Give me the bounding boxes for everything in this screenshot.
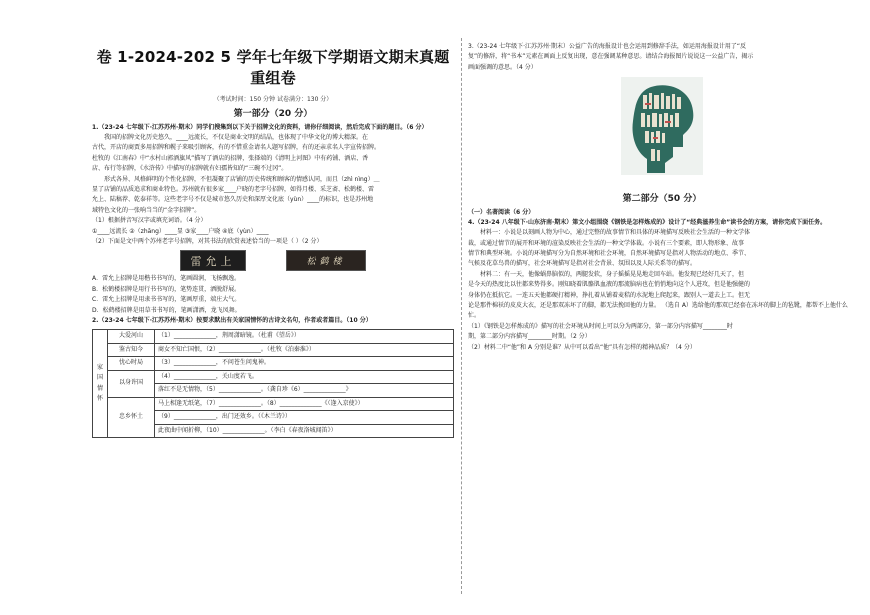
option-d[interactable]: D．松鹤楼招牌是用草书书写的，笔画潇洒，龙飞凤舞。 [92,306,241,314]
q3-stem-line: 复”的修辞，将“书本”元素在画面上反复出现，意在强调某种意思。请结合海报图片说说这一公益广告，揭示 [468,53,754,61]
table-cell[interactable]: 此夜曲中闻折柳，（10）______________。（李白《春夜洛城闻笛》） [155,424,454,438]
q4-sub1-line[interactable]: 期，第二部分内容描写________时期。（2 分） [468,333,591,341]
material2-line: 论是那件棉袄的皮皮大衣，还是那双冻坏了的脚，都无法挽回他的力量。 （选自 A）选给他的那双已经套在冻坏的脚上的毡靴，都帮不上他什么忙。 [468,302,848,320]
signboard-images [180,250,454,271]
q4-sub1-line[interactable]: （1）《钢铁是怎样炼成的》描写的社会环境从时间上可以分为两部分，第一部分内容描写________时 [468,322,733,330]
table-cell[interactable]: （1）______________，荆周潇暗镜。（杜甫《望岳》） [155,330,454,344]
table-row [93,397,454,411]
q2-stem: 2.（23-24 七年级下·江苏苏州·期末）按要求默出有关家国情怀的古诗文名句，作者或者篇目。（10 分） [92,317,372,325]
signboard-songhelou: 松鹤楼 [286,250,366,271]
table-row [93,343,454,357]
q1-stem: 1.（23-24 七年级下·江苏苏州·期末）同学们搜集到以下关于招牌文化的资料，请你仔细阅读，然后完成下面的题目。（6 分） [92,124,428,131]
material2-line: 材料二：有一天，他像蜗鼻脑似的，两腿发软，身子摇摇晃晃地走回车站。他发现已经好几天了，但 [480,270,745,278]
material1-line: 裁，或通过情节的展开和环境的渲染反映社会生活的一种文学体裁。小说有三个要素，即人物形象、故事 [468,239,745,247]
table-cell[interactable]: 马上相逢无纸笔，（7）______________。（8）______________《（逢入京使》） [155,397,454,411]
table-category: 大爱河山 [108,330,155,344]
exam-subtitle: （考试时间：150 分钟 试卷满分：130 分） [213,96,333,103]
exam-title: 卷 1-2024-202 5 学年七年级下学期语文期末真题重组卷 [96,48,450,87]
left-column [92,42,454,438]
q1-para2-line: 形式各异、风格鲜明的个性化招牌，不但凝聚了店铺的历史传统和顾客的情感认同，而且（zhì nìng）＿ [104,175,380,183]
q1-para1-line: 我国的招牌文化历史悠久，____远流长，不仅是商业文明的结晶，也体现了中华文化的博大精深。在 [104,134,369,141]
q1-para2-line: 允上、陆稿荐、乾泰祥等。这些老字号不仅是城市悠久历史和深厚文化底（yùn）____的标识，也是苏州地 [92,196,374,204]
table-row [93,357,454,371]
table-side-label: 家国情怀 [93,330,108,438]
option-c[interactable]: C．雷允上招牌是用隶书书写的，笔画厚重，端庄大气。 [92,296,241,304]
part2-heading: 第二部分（50 分） [622,194,702,205]
material1-line: 材料一：小说是以刻画人物为中心，通过完整的故事情节和具体的环境描写反映社会生活的一种文学体 [480,229,751,237]
part1-heading: 第一部分（20 分） [233,109,313,119]
table-category: 鉴古知今 [108,343,155,357]
q1-para1-line: 店、布行等招牌，《水浒传》中描写的招牌就有妇孺皆知的“三碗不过冈”。 [92,165,288,173]
material1-line: 情节和典型环境。小说的环境描写分为自然环境和社会环境，自然环境描写是指对人物活动的地点、季节、 [468,250,751,258]
table-row [93,330,454,344]
option-b[interactable]: B．松鹤楼招牌是用行书书写的，笔势连贯，洒脱舒展。 [92,285,241,293]
book-head-poster-icon [621,77,703,175]
q4-stem: 4.（23-24 八年级下·山东济南·期末）第文小组围绕《钢铁是怎样炼成的》设计了“经典滋养生命”读书会的方案，请你完成下面任务。 [468,219,827,227]
table-cell[interactable]: （9）______________，出门还效乡。（《木兰诗》） [155,411,454,425]
right-column [468,42,856,353]
section-heading: （一）名著阅读（6 分） [468,209,535,217]
q3-stem-line: 3.（23-24 七年级下·江苏苏州·期末）公益广告的海报设计也会运用到修辞手法，如运用海报设计用了“反 [468,43,746,50]
material2-line: 是今天的热度比以往都来势得多。刚知晓着肌骼肌血液的那流脑病也在悄悄地向这个人进攻，但是他强健的 [468,281,751,289]
table-cell[interactable]: 商女不知亡国恨，（2）______________。（杜牧《泊秦淮》） [155,343,454,357]
column-divider [461,38,462,594]
q1-para2-line: 显了店铺的品质追求和商业特色。苏州就有很多家____户晓的老字号招牌，如得月楼、采芝斋、松鹤楼、雷 [92,186,375,194]
table-cell[interactable]: （4）______________，关山度若飞。 [155,370,454,384]
q1-sub1: （1）根据拼音写汉字或填充词语。（4 分） [92,217,207,225]
material2-line: 身体仍在抵抗它。一连五天他都硬打精神，挣扎着从铺着麦秸的水泥地上爬起来，跟别人一道去上工。但无 [468,291,751,299]
signboard-leiyunshang: 雷允上 [180,250,246,271]
q1-para1-line: 杜牧的《江南春》中“水村山郭酒旗风”描写了酒店的招牌，张择端的《清明上河图》中有药铺、酒店、香 [92,154,369,162]
q1-para1-line: 古代，开店的商贾多用招牌和幌子来吸引顾客，有的不惜重金请名人题写招牌，有的还亲求名人字宣传招牌。 [92,144,381,152]
table-cell[interactable]: 落红不是无情物，（5）______________。（龚自珍《6）______________》 [155,384,454,398]
q4-sub2: （2）材料二中“他”和 A 分别是谁？从中可以看出“他”具有怎样的精神品质？（4 分） [468,343,696,351]
option-a[interactable]: A．雷允上招牌是用楷书书写的，笔画圆润，飞扬飘逸。 [92,275,241,283]
q1-blanks[interactable]: ①____远流长 ②（zhāng）____显 ③家____户晓 ④底（yùn）____ [92,227,269,235]
table-row [93,370,454,384]
material1-line: 气候及花草鸟兽的描写，社会环境描写是指对社会背景、氛围以及人际关系等的描写。 [468,260,697,268]
q1-sub2: （2）下面是文中两个苏州老字号招牌，对其书法的欣赏表述恰当的一项是（ ）（2 分） [92,238,323,246]
table-category: 忧心时局 [108,357,155,371]
q1-para2-line: 域特色文化的一张响当当的“金字招牌”。 [92,206,201,214]
table-category: 以身许国 [108,370,155,397]
poetry-table [92,329,454,438]
table-category: 忠乡怀土 [108,397,155,438]
poster-image [621,77,703,175]
q3-stem-line: 画面强调的意思。（4 分） [468,63,537,71]
table-cell[interactable]: （3）______________，不问苍生问鬼神。 [155,357,454,371]
